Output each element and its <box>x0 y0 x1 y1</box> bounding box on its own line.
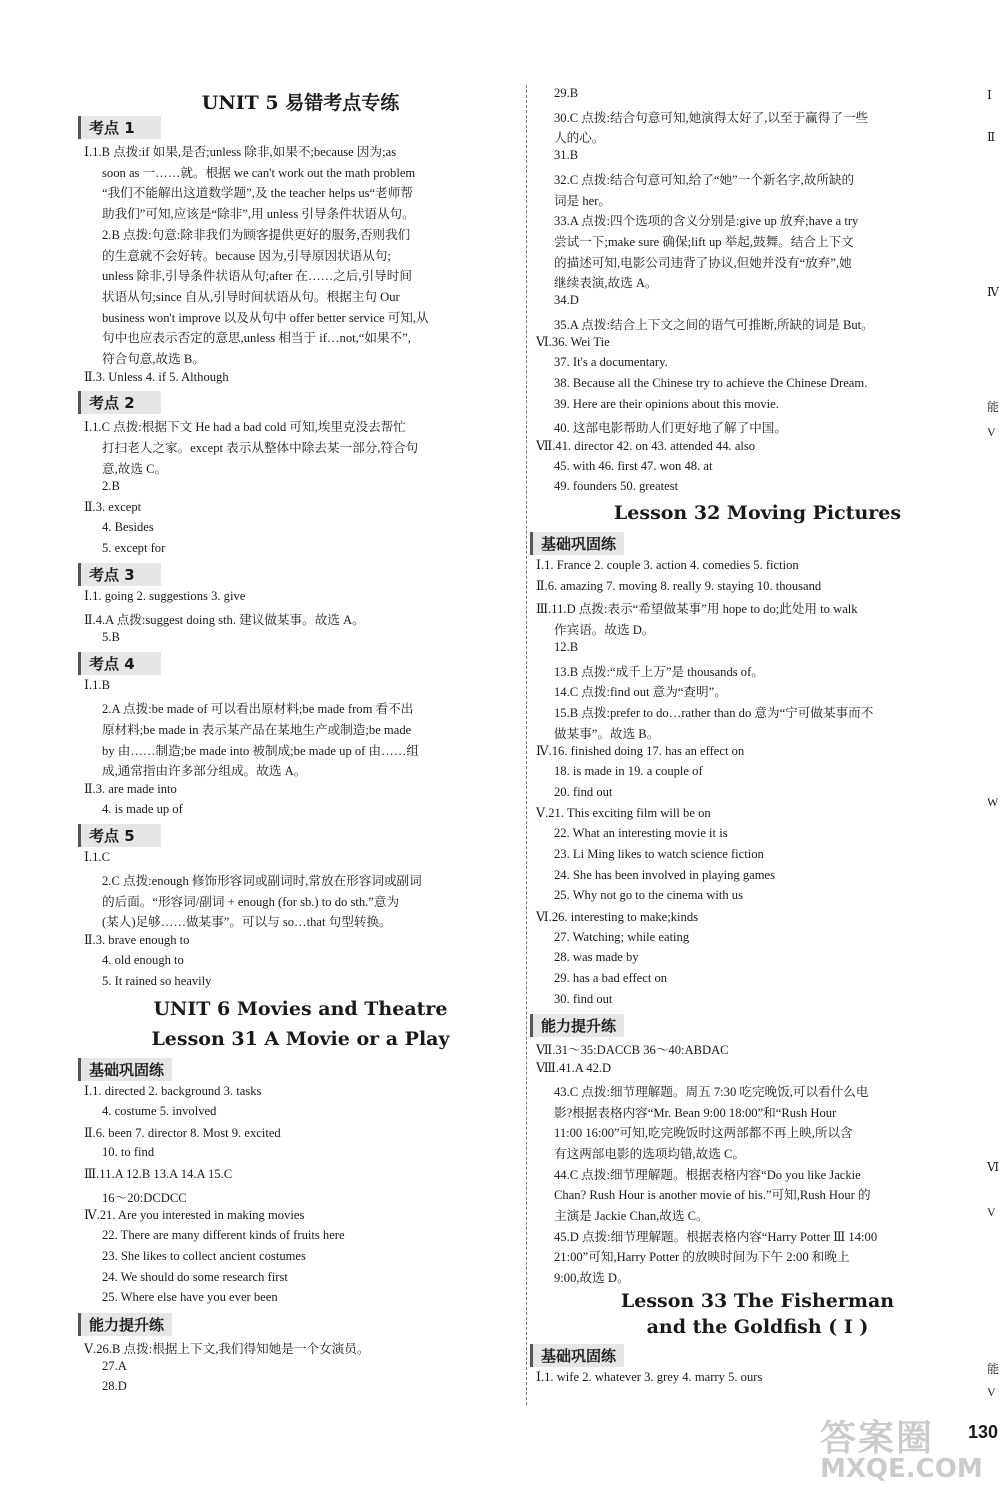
watermark-url: MXQE.COM <box>820 1454 983 1484</box>
answer-line: Ⅳ.16. finished doing 17. has an effect on <box>536 744 745 759</box>
answer-line: 主演是 Jackie Chan,故选 C。 <box>554 1209 709 1223</box>
answer-line: 28. was made by <box>554 950 639 965</box>
answer-line: 38. Because all the Chinese try to achieve the Chinese Dream. <box>554 375 868 390</box>
edge-mark: Ⅳ <box>987 285 999 299</box>
edge-mark: 能 <box>987 1362 1000 1376</box>
answer-line: Ⅱ.3. Unless 4. if 5. Although <box>84 369 229 384</box>
answer-line: 有这两部电影的选项均错,故选 C。 <box>554 1146 746 1161</box>
answer-line: 18. is made in 19. a couple of <box>554 764 703 778</box>
answer-line: 2.C 点拨:enough 修饰形容词或副词时,常放在形容词或副词 <box>102 874 422 888</box>
answer-line: 4. costume 5. involved <box>102 1103 217 1118</box>
answer-line: 打扫老人之家。except 表示从整体中除去某一部分,符合句 <box>102 441 419 456</box>
answer-line: 15.B 点拨:prefer to do…rather than do 意为“宁可做某事而不 <box>554 705 874 720</box>
answer-line: 25. Where else have you ever been <box>102 1290 278 1305</box>
column-divider <box>526 85 527 1405</box>
answer-line: 31.B <box>554 148 579 163</box>
answer-line: 45. with 46. first 47. won 48. at <box>554 458 713 473</box>
answer-line: Ⅴ.21. This exciting film will be on <box>536 806 711 821</box>
answer-line: 34.D <box>554 293 579 307</box>
answer-line: 2.A 点拨:be made of 可以看出原材料;be made from 看不出 <box>102 702 414 717</box>
section-header: 考点 3 <box>78 563 161 586</box>
answer-line: 尝试一下;make sure 确保;lift up 举起,鼓舞。结合上下文 <box>554 234 854 249</box>
answer-line: 29.B <box>554 86 579 100</box>
answer-line: 24. She has been involved in playing games <box>554 867 776 882</box>
lesson-title: and the Goldfish ( Ⅰ ) <box>646 1315 869 1338</box>
answer-line: Ⅴ.26.B 点拨:根据上下文,我们得知她是一个女演员。 <box>84 1341 370 1356</box>
answer-line: Ⅵ.36. Wei Tie <box>536 335 610 350</box>
answer-line: unless 除非,引导条件状语从句;after 在……之后,引导时间 <box>102 269 412 284</box>
watermark <box>760 1410 1000 1490</box>
answer-line: 9:00,故选 D。 <box>554 1271 630 1286</box>
answer-line: 24. We should do some research first <box>102 1269 288 1284</box>
answer-line: Ⅱ.3. brave enough to <box>84 933 190 948</box>
answer-line: 23. Li Ming likes to watch science fiction <box>554 846 764 861</box>
answer-line: Ⅰ.1.B <box>84 678 110 693</box>
section-header: 能力提升练 <box>78 1313 172 1336</box>
answer-line: 5.B <box>102 629 120 644</box>
edge-mark: V <box>987 1205 996 1219</box>
edge-mark: Ⅰ <box>987 88 992 102</box>
answer-line: Ⅰ.1. wife 2. whatever 3. grey 4. marry 5. ours <box>536 1369 763 1384</box>
answer-line: Ⅰ.1. France 2. couple 3. action 4. comedies 5. fiction <box>536 558 799 572</box>
answer-line: Ⅶ.41. director 42. on 43. attended 44. also <box>536 438 756 453</box>
answer-line: Ⅱ.4.A 点拨:suggest doing sth. 建议做某事。故选 A。 <box>84 613 365 627</box>
section-header: 考点 2 <box>78 391 161 414</box>
answer-line: Ⅰ.1.C <box>84 850 110 865</box>
answer-line: 原材料;be made in 表示某产品在某地生产或制造;be made <box>102 722 412 737</box>
lesson-title: Lesson 32 Moving Pictures <box>613 502 902 524</box>
answer-line: 20. find out <box>554 784 613 799</box>
answer-line: 4. Besides <box>102 519 154 534</box>
answer-line: 22. What an interesting movie it is <box>554 826 728 841</box>
answer-line: 10. to find <box>102 1145 155 1160</box>
section-header: 考点 1 <box>78 116 161 139</box>
answer-line: 44.C 点拨:细节理解题。根据表格内容“Do you like Jackie <box>554 1167 861 1182</box>
answer-line: 的描述可知,电影公司违背了协议,但她并没有“放弃”,她 <box>554 255 852 270</box>
answer-line: soon as 一……就。根据 we can't work out the math problem <box>102 165 416 180</box>
answer-line: 的后面。“形容词/副词 + enough (for sb.) to do sth.”意为 <box>102 894 400 909</box>
answer-line: 词是 her。 <box>554 193 612 208</box>
answer-line: 继续表演,故选 A。 <box>554 276 658 291</box>
edge-mark: V <box>987 1385 996 1399</box>
answer-line: 25. Why not go to the cinema with us <box>554 888 743 903</box>
answer-line: business won't improve 以及从句中 offer better service 可知,从 <box>102 310 429 325</box>
answer-line: 22. There are many different kinds of fruits here <box>102 1228 345 1243</box>
answer-line: 5. It rained so heavily <box>102 973 212 988</box>
answer-line: 43.C 点拨:细节理解题。周五 7:30 吃完晚饭,可以看什么电 <box>554 1084 869 1099</box>
answer-line: “我们不能解出这道数学题”,及 the teacher helps us“老师帮 <box>102 186 413 201</box>
answer-line: 影?根据表格内容“Mr. Bean 9:00 18:00”和“Rush Hour <box>554 1105 837 1120</box>
section-header: 考点 4 <box>78 652 161 675</box>
answer-line: 12.B <box>554 639 579 654</box>
edge-mark: V <box>987 425 996 439</box>
answer-line: Ⅱ.6. amazing 7. moving 8. really 9. staying 10. thousand <box>536 578 822 593</box>
answer-line: 13.B 点拨:“成千上万”是 thousands of。 <box>554 664 764 679</box>
answer-line: Ⅱ.3. except <box>84 500 142 515</box>
answer-line: Ⅲ.11.A 12.B 13.A 14.A 15.C <box>84 1167 233 1181</box>
answer-line: 49. founders 50. greatest <box>554 479 679 494</box>
answer-line: 39. Here are their opinions about this movie. <box>554 396 779 411</box>
answer-line: 5. except for <box>102 540 166 555</box>
answer-line: 11:00 16:00”可知,吃完晚饭时这两部都不再上映,所以含 <box>554 1126 853 1141</box>
edge-mark: Ⅵ <box>987 1160 1000 1174</box>
answer-line: 40. 这部电影帮助人们更好地了解了中国。 <box>554 421 787 436</box>
page-number: 130 <box>968 1422 999 1442</box>
answer-line: 30. find out <box>554 991 613 1006</box>
unit-title: UNIT 5 易错考点专练 <box>201 92 400 114</box>
answer-line: 2.B 点拨:句意:除非我们为顾客提供更好的服务,否则我们 <box>102 227 411 242</box>
section-header: 基础巩固练 <box>530 1344 624 1367</box>
answer-line: 成,通常指由许多部分组成。故选 A。 <box>102 764 307 779</box>
answer-line: Ⅵ.26. interesting to make;kinds <box>536 909 699 924</box>
lesson-title: Lesson 31 A Movie or a Play <box>151 1028 450 1051</box>
answer-line: Chan? Rush Hour is another movie of his.”可知,Rush Hour 的 <box>554 1188 871 1203</box>
lesson-title: Lesson 33 The Fisherman <box>620 1289 895 1312</box>
section-header: 基础巩固练 <box>530 532 624 555</box>
answer-line: (某人)足够……做某事”。可以与 so…that 句型转换。 <box>102 915 392 930</box>
answer-line: 16～20:DCDCC <box>102 1190 187 1205</box>
answer-line: 14.C 点拨:find out 意为“查明”。 <box>554 685 727 700</box>
answer-line: 4. old enough to <box>102 952 184 967</box>
watermark-text: 答案圈 <box>820 1418 935 1459</box>
answer-line: by 由……制造;be made into 被制成;be made up of 由……组 <box>102 743 419 758</box>
answer-line: Ⅱ.3. are made into <box>84 781 177 796</box>
answer-line: 32.C 点拨:结合句意可知,给了“她”一个新名字,故所缺的 <box>554 172 855 187</box>
answer-line: 33.A 点拨:四个选项的含义分别是:give up 放弃;have a try <box>554 214 859 229</box>
answer-line: 2.B <box>102 478 120 493</box>
answer-line: 27.A <box>102 1358 127 1373</box>
section-header: 考点 5 <box>78 824 161 847</box>
answer-line: 28.D <box>102 1379 127 1394</box>
answer-line: 21:00”可知,Harry Potter 的放映时间为下午 2:00 和晚上 <box>554 1250 850 1265</box>
answer-line: Ⅰ.1. going 2. suggestions 3. give <box>84 589 246 604</box>
unit-title: UNIT 6 Movies and Theatre <box>153 998 448 1021</box>
answer-line: Ⅷ.41.A 42.D <box>536 1061 612 1076</box>
answer-line: 人的心。 <box>554 131 605 146</box>
edge-marks <box>985 0 1000 1491</box>
answer-line: Ⅰ.1.B 点拨:if 如果,是否;unless 除非,如果不;because 因为;as <box>84 145 397 159</box>
answer-line: 做某事”。故选 B。 <box>554 726 660 741</box>
answer-line: 23. She likes to collect ancient costumes <box>102 1248 306 1263</box>
answer-line: 作宾语。故选 D。 <box>554 623 655 638</box>
answer-line: 29. has a bad effect on <box>554 971 668 985</box>
answer-line: Ⅰ.1. directed 2. background 3. tasks <box>84 1084 262 1099</box>
answer-line: Ⅳ.21. Are you interested in making movies <box>84 1208 305 1223</box>
answer-line: 35.A 点拨:结合上下文之间的语气可推断,所缺的词是 But。 <box>554 317 874 332</box>
answer-line: 句中也应表示否定的意思,unless 相当于 if…not,“如果不”, <box>102 331 411 346</box>
edge-mark: 能 <box>987 400 1000 414</box>
answer-line: 37. It's a documentary. <box>554 355 668 370</box>
answer-line: 符合句意,故选 B。 <box>102 352 205 366</box>
answer-line: 状语从句;since 自从,引导时间状语从句。根据主句 Our <box>102 289 400 304</box>
answer-line: 30.C 点拨:结合句意可知,她演得太好了,以至于赢得了一些 <box>554 110 869 125</box>
answer-line: 助我们”可知,应该是“除非”,用 unless 引导条件状语从句。 <box>102 207 415 222</box>
answer-line: Ⅲ.11.D 点拨:表示“希望做某事”用 hope to do;此处用 to walk <box>536 602 858 617</box>
answer-line: Ⅰ.1.C 点拨:根据下文 He had a bad cold 可知,埃里克没去帮忙 <box>84 420 406 435</box>
section-header: 能力提升练 <box>530 1014 624 1037</box>
answer-line: 45.D 点拨:细节理解题。根据表格内容“Harry Potter Ⅲ 14:00 <box>554 1229 878 1244</box>
answer-line: 意,故选 C。 <box>102 461 168 476</box>
edge-mark: W <box>987 795 999 809</box>
answer-line: Ⅶ.31～35:DACCB 36～40:ABDAC <box>536 1043 729 1058</box>
answer-line: 的生意就不会好转。because 因为,引导原因状语从句; <box>102 248 391 263</box>
answer-line: 4. is made up of <box>102 801 183 816</box>
section-header: 基础巩固练 <box>78 1058 172 1081</box>
edge-mark: Ⅱ <box>987 130 996 144</box>
answer-line: Ⅱ.6. been 7. director 8. Most 9. excited <box>84 1125 281 1140</box>
answer-line: 27. Watching; while eating <box>554 929 690 944</box>
